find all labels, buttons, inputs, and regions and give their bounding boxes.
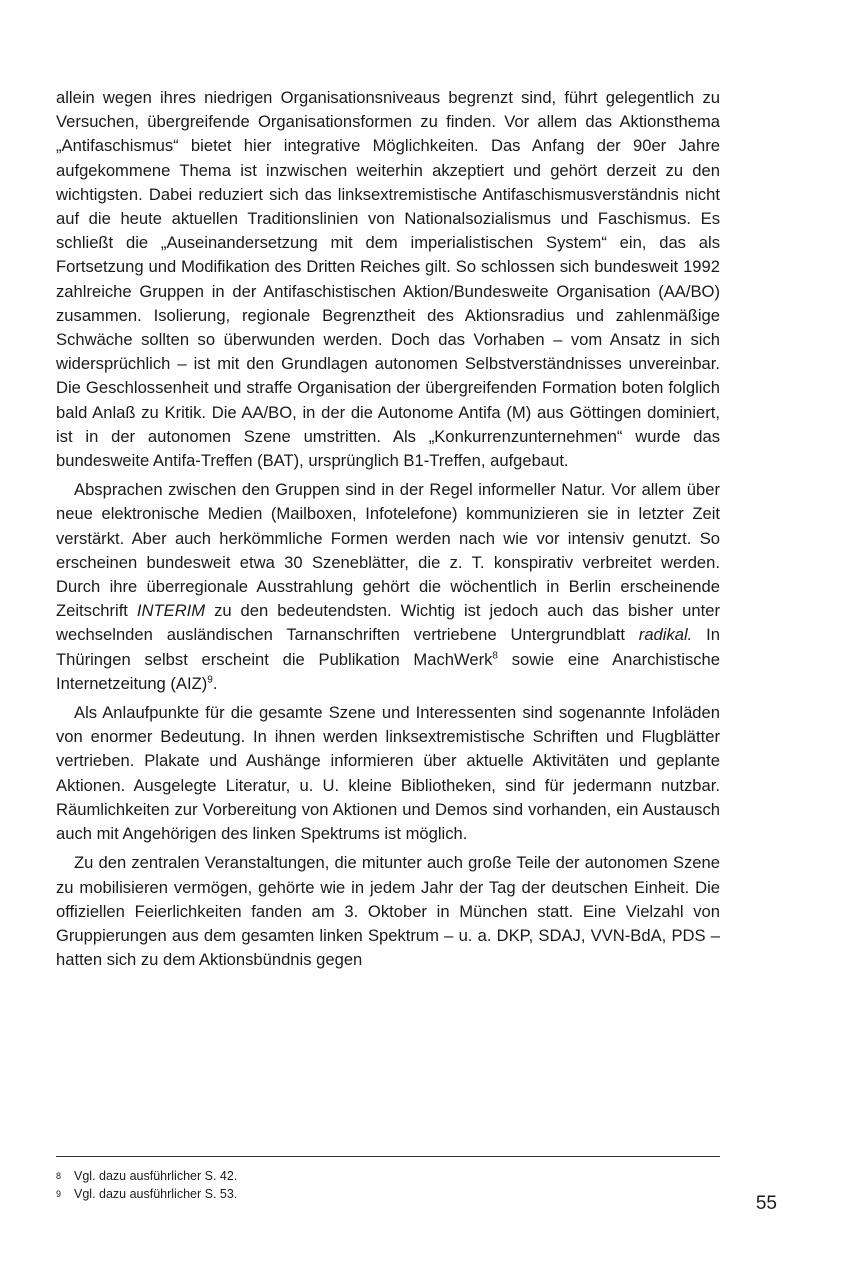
paragraph-2-text-b: zu den bedeutendsten. Wichtig ist jedoch auch das bisher unter wechselnden ausländischen Tarnanschriften vertriebene Untergrundblatt — [56, 601, 721, 645]
footnote-text: Vgl. dazu ausführlicher S. 53. — [74, 1187, 238, 1201]
interim-title: INTERIM — [136, 601, 206, 621]
paragraph-3: Als Anlaufpunkte für die gesamte Szene und Interessenten sind sogenannte Infoläden von enormer Bedeutung. In ihnen werden linksextremistische Schriften und Flugblätter vertrieben. Plakate und Aushänge informieren über aktuelle Aktivitäten und geplante Aktionen. Ausgelegte Literatur, u. U. kleine Bibliotheken, sind für jedermann nutzbar. Räumlichkeiten zur Vorbereitung von Aktionen und Demos sind vorhanden, ein Austausch auch mit Angehörigen des linken Spektrums ist möglich. — [56, 703, 720, 844]
paragraph-4: Zu den zentralen Veranstaltungen, die mitunter auch große Teile der autonomen Szene zu mobilisieren vermögen, gehörte wie in jedem Jahr der Tag der deutschen Einheit. Die offiziellen Feierlichkeiten fanden am 3. Oktober in München statt. Eine Vielzahl von Gruppierungen aus dem gesamten linken Spektrum – u. a. DKP, SDAJ, VVN-BdA, PDS – hatten sich zu dem Aktionsbündnis gegen — [56, 853, 720, 970]
paragraph-2-text-a: Absprachen zwischen den Gruppen sind in der Regel informeller Natur. Vor allem über neue elektronische Medien (Mailboxen, Infotelefone) kommunizieren sie in letzter Zeit verstärkt. Aber auch herkömmliche Formen werden nach wie vor intensiv genutzt. So erscheinen bundesweit etwa 30 Szeneblätter, die z. T. konspirativ verbreitet werden. Durch ihre überregionale Ausstrahlung gehört die wöchentlich in Berlin erscheinende Zeitschrift — [56, 480, 720, 621]
footnote-number: 8 — [56, 1171, 62, 1181]
footnotes — [56, 1167, 720, 1203]
paragraph-2 — [56, 478, 720, 696]
paragraph-2-text-d: sowie eine Anarchistische Internetzeitung (AIZ) — [56, 649, 720, 693]
footnote-number: 9 — [56, 1189, 62, 1199]
footnote-9 — [56, 1185, 720, 1203]
footnote-8 — [56, 1167, 720, 1185]
footnote-divider — [56, 1156, 720, 1157]
paragraph-1: allein wegen ihres niedrigen Organisationsniveaus begrenzt sind, führt gelegentlich zu Versuchen, übergreifende Organisationsformen zu finden. Vor allem das Aktionsthema „Antifaschismus“ bietet hier integrative Möglichkeiten. Das Anfang der 90er Jahre aufgekommene Thema ist inzwischen weiterhin akzeptiert und gehört derzeit zu den wichtigsten. Dabei reduziert sich das linksextremistische Antifaschismusverständnis nicht auf die heute aktuellen Traditionslinien von Nationalsozialismus und Faschismus. Es schließt die „Auseinandersetzung mit dem imperialistischen System“ ein, das als Fortsetzung und Modifikation des Dritten Reiches gilt. So schlossen sich bundesweit 1992 zahlreiche Gruppen in der Antifaschistischen Aktion/Bundesweite Organisation (AA/BO) zusammen. Isolierung, regionale Begrenztheit des Aktionsradius und zahlenmäßige Schwäche sollten so überwunden werden. Doch das Vorhaben – vom Ansatz in sich widersprüchlich – ist mit den Grundlagen autonomen Selbstverständnisses unvereinbar. Die Geschlossenheit und straffe Organisation der übergreifenden Formation boten folglich bald Anlaß zu Kritik. Die AA/BO, in der die Autonome Antifa (M) aus Göttingen dominiert, ist in der autonomen Szene umstritten. Als „Konkurrenzunternehmen“ wurde das bundesweite Antifa-Treffen (BAT), ursprünglich B1-Treffen, aufgebaut. — [56, 88, 720, 471]
footnote-ref-9: 9 — [207, 674, 213, 686]
page-number: 55 — [755, 1193, 777, 1214]
footnote-text: Vgl. dazu ausführlicher S. 42. — [74, 1169, 238, 1183]
radikal-title: radikal. — [638, 625, 693, 645]
paragraph-2-text-e: . — [212, 673, 218, 693]
body-text — [56, 86, 720, 977]
footnote-ref-8: 8 — [492, 650, 498, 662]
paragraph-2-text-c: In Thüringen selbst erscheint die Publikation MachWerk — [56, 625, 720, 669]
